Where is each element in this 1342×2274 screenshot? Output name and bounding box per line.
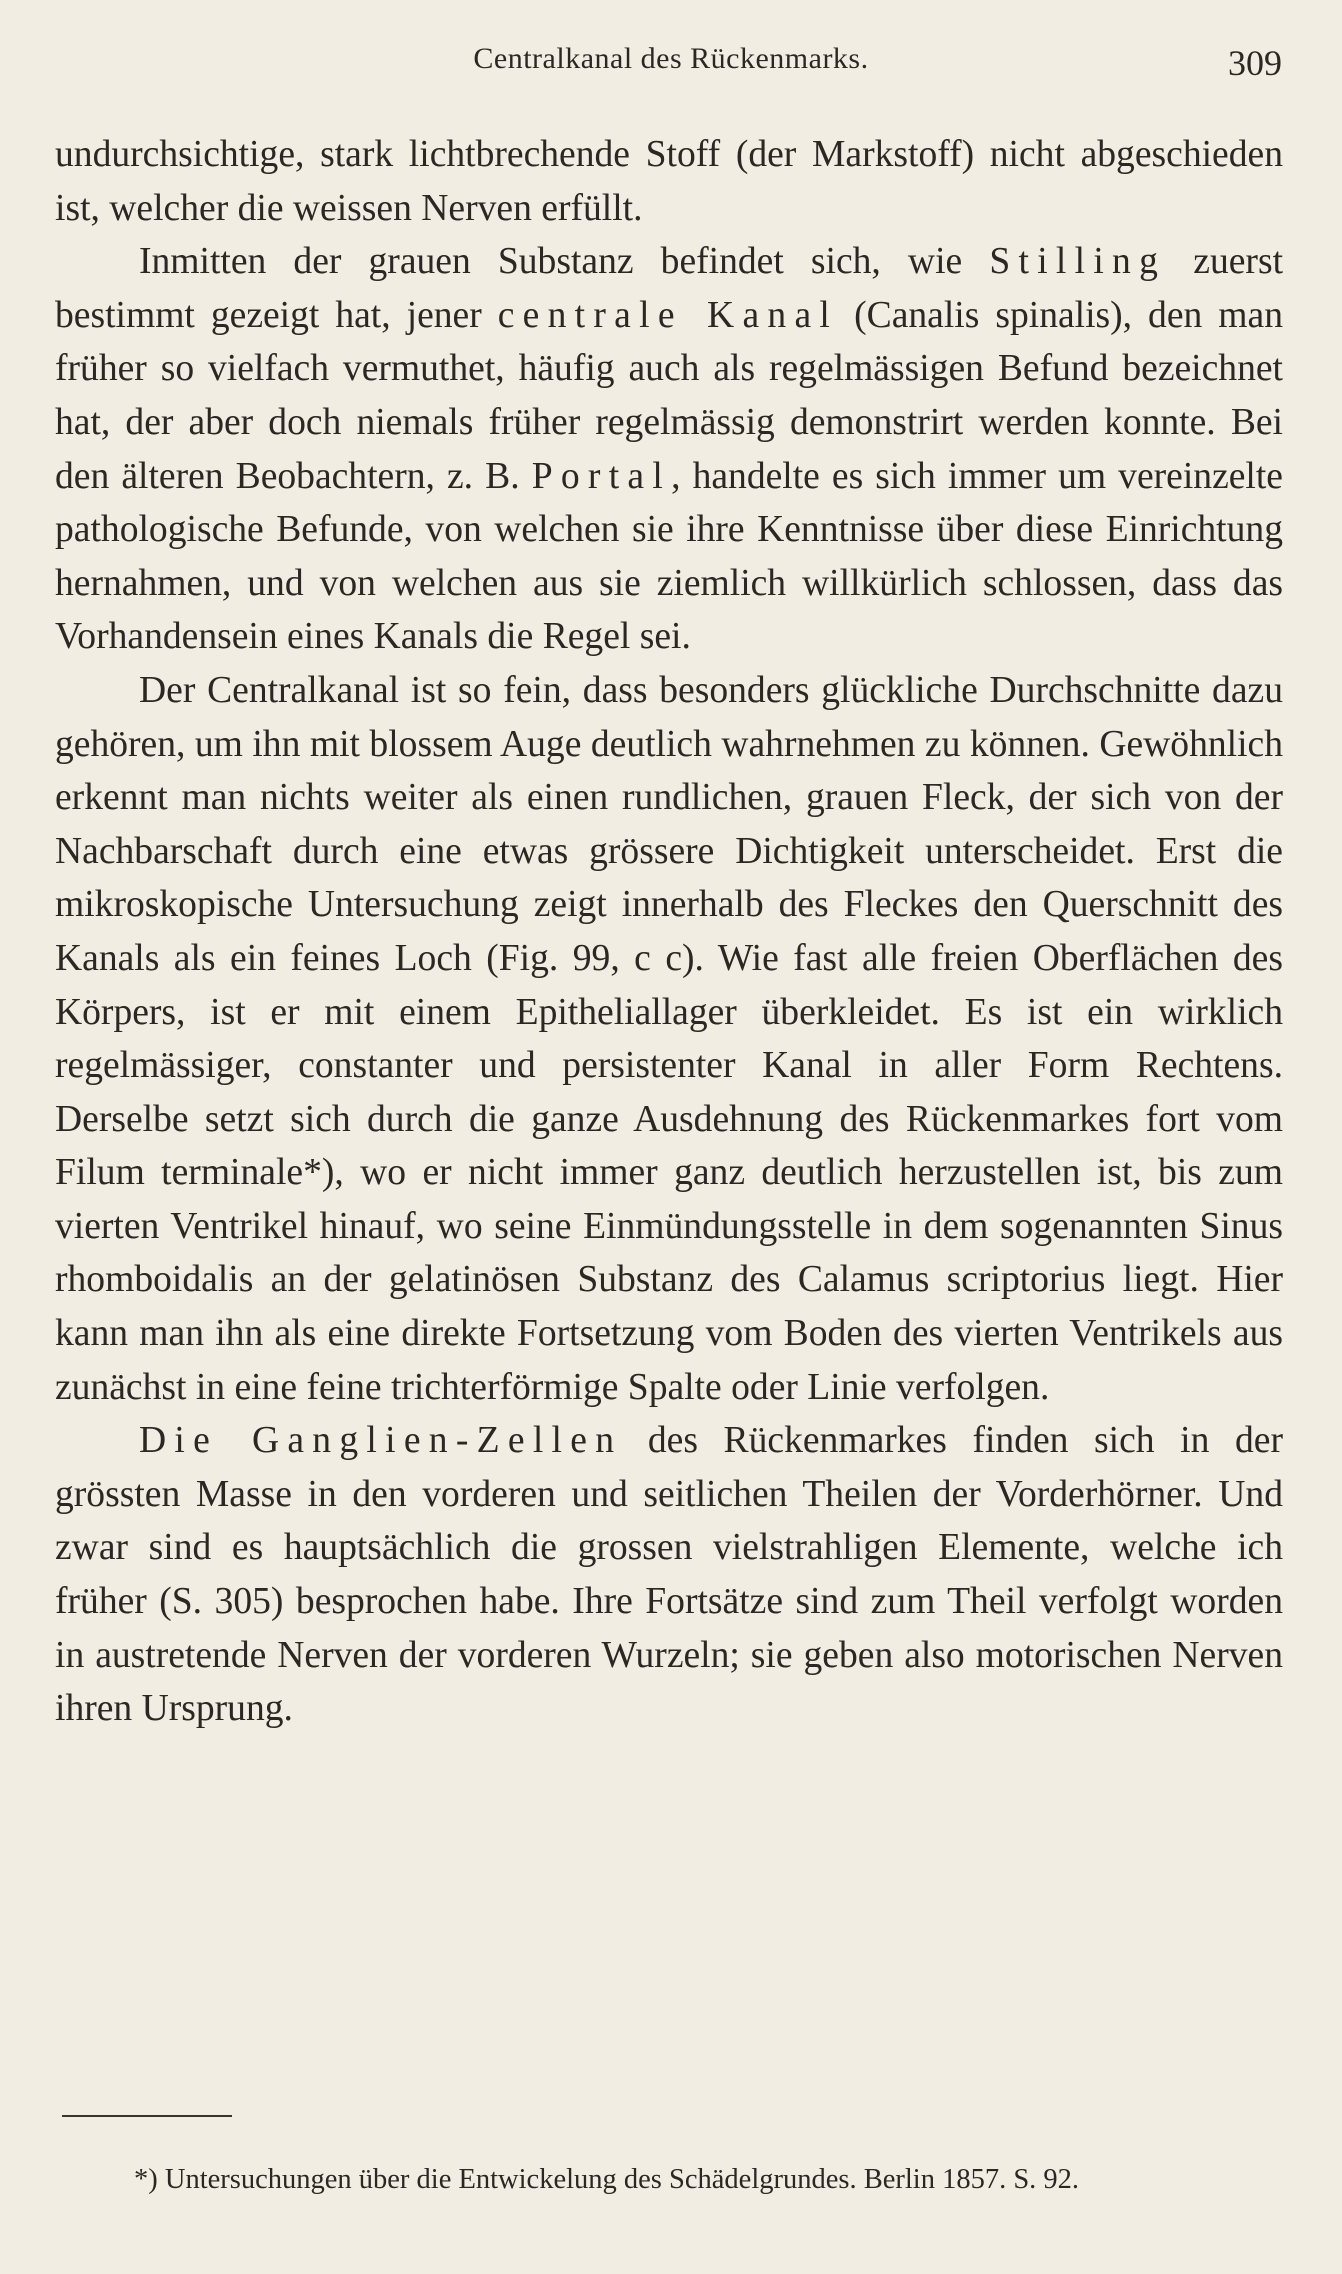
paragraph-2-text-c: (Canalis spinalis), den man früher so vielfach vermuthet, häufig auch als regelmässigen Befund bezeichnet hat, der aber doch niemals früher regelmässig demonstrirt werden konnte. Bei den älteren Beobachtern, z. B. <box>55 294 1283 497</box>
spaced-name-portal: Portal <box>531 455 672 497</box>
paragraph-1: undurchsichtige, stark lichtbrechende Stoff (der Markstoff) nicht abgeschieden ist, welcher die weissen Nerven erfüllt. <box>55 134 1283 229</box>
spaced-name-stilling: Stilling <box>989 241 1167 283</box>
paragraph-2 <box>55 235 1283 664</box>
paragraph-2-text-a: Inmitten der grauen Substanz befindet sich, wie <box>139 241 990 283</box>
paragraph-4-text: des Rückenmarkes finden sich in der grössten Masse in den vorderen und seitlichen Theilen der Vorderhörner. Und zwar sind es hauptsächlich die grossen vielstrahligen Elemente, welche ich früher (S. 305) besprochen habe. Ihre Fortsätze sind zum Theil verfolgt worden in austretende Nerven der vorderen Wurzeln; sie geben also motorischen Nerven ihren Ursprung. <box>55 1420 1283 1730</box>
footnote-text: *) Untersuchungen über die Entwickelung des Schädelgrundes. Berlin 1857. S. 92. <box>134 2164 1080 2195</box>
spaced-term-ganglien-zellen: Die Ganglien-Zellen <box>139 1420 623 1462</box>
footnote-divider <box>62 2115 232 2117</box>
paragraph-3: Der Centralkanal ist so fein, dass besonders glückliche Durchschnitte dazu gehören, um ihn mit blossem Auge deutlich wahrnehmen zu können. Gewöhnlich erkennt man nichts weiter als einen rundlichen, grauen Fleck, der sich von der Nachbarschaft durch eine etwas grössere Dichtigkeit unterscheidet. Erst die mikroskopische Untersuchung zeigt innerhalb des Fleckes den Querschnitt des Kanals als ein feines Loch (Fig. 99, c c). Wie fast alle freien Oberflächen des Körpers, ist er mit einem Epitheliallager überkleidet. Es ist ein wirklich regelmässiger, constanter und persistenter Kanal in aller Form Rechtens. Derselbe setzt sich durch die ganze Ausdehnung des Rückenmarkes fort vom Filum terminale*), wo er nicht immer ganz deutlich herzustellen ist, bis zum vierten Ventrikel hinauf, wo seine Einmündungsstelle in dem sogenannten Sinus rhomboidalis an der gelatinösen Substanz des Calamus scriptorius liegt. Hier kann man ihn als eine direkte Fortsetzung vom Boden des vierten Ventrikels aus zunächst in eine feine trichterförmige Spalte oder Linie verfolgen. <box>55 669 1283 1408</box>
page-header <box>0 42 1342 92</box>
running-head: Centralkanal des Rückenmarks. <box>473 42 869 75</box>
spaced-term-centrale-kanal: centrale Kanal <box>497 294 839 336</box>
paragraph-4 <box>55 1414 1283 1736</box>
page-number: 309 <box>1228 43 1282 83</box>
paragraph-2-text-d: , handelte es sich immer um vereinzelte pathologische Befunde, von welchen sie ihre Kenntnisse über diese Einrichtung hernahmen, und von welchen aus sie ziemlich willkürlich schlossen, dass das Vorhandensein eines Kanals die Regel sei. <box>55 455 1283 658</box>
paragraph-2-text-b: zuerst bestimmt gezeigt hat, jener <box>55 241 1284 336</box>
footnote <box>62 2158 1287 2202</box>
body-text <box>55 128 1283 1736</box>
